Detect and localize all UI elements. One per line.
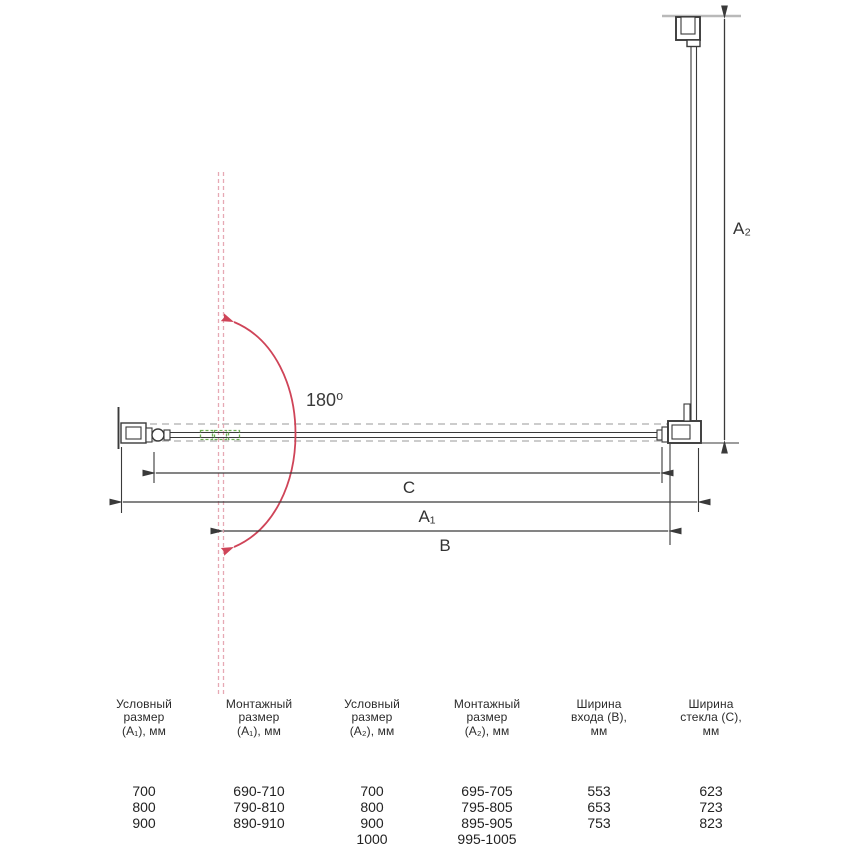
header-line: (A₂), мм (464, 723, 510, 738)
door-panel (168, 433, 657, 438)
header-line: размер (351, 710, 393, 725)
cell: 800 (360, 799, 384, 815)
c-label: C (402, 478, 416, 497)
cell: 790-810 (233, 799, 285, 815)
a2-dimension (702, 19, 751, 443)
door-swing-arc (234, 322, 343, 547)
door-hinge (152, 429, 170, 441)
right-corner-bracket (657, 404, 701, 443)
table-column-a2-nominal (307, 697, 437, 847)
table-column-glass-width (646, 697, 776, 831)
cell: 900 (132, 815, 156, 831)
header-line: размер (238, 710, 280, 725)
column-values (534, 783, 664, 831)
header-line: (A₁), мм (236, 723, 281, 738)
column-values (194, 783, 324, 831)
cell: 795-805 (461, 799, 513, 815)
header-line: Ширина (688, 697, 734, 711)
table-column-a1-mounting (194, 697, 324, 831)
column-header (307, 698, 437, 738)
a1-dimension (123, 502, 697, 526)
cell: 700 (360, 783, 384, 799)
column-values (307, 783, 437, 847)
header-line: Ширина (576, 697, 622, 711)
column-header (422, 698, 552, 738)
table-column-entry-width (534, 697, 664, 831)
cell: 800 (132, 799, 156, 815)
a2-label: A₂ (733, 219, 751, 238)
swing-angle-label: 180⁰ (306, 390, 344, 410)
glass-panel-side (691, 46, 697, 420)
a1-label: A₁ (418, 507, 436, 526)
cell: 1000 (356, 831, 388, 847)
table-column-a2-mounting (422, 697, 552, 847)
cell: 700 (132, 783, 156, 799)
header-line: Условный (344, 697, 400, 711)
wall-axis-dashed (219, 172, 224, 697)
column-header (646, 698, 776, 738)
column-values (422, 783, 552, 847)
c-dimension (156, 473, 660, 497)
column-values (79, 783, 209, 831)
cell: 723 (699, 799, 723, 815)
header-line: (A₁), мм (121, 723, 166, 738)
column-header (79, 698, 209, 738)
cell: 890-910 (233, 815, 285, 831)
header-line: Условный (116, 697, 172, 711)
cell: 995-1005 (457, 831, 517, 847)
hinge-zone-markers (201, 431, 240, 440)
header-line: Монтажный (453, 697, 521, 711)
header-line: Монтажный (225, 697, 293, 711)
ceiling-profile (676, 17, 700, 47)
cell: 895-905 (461, 815, 513, 831)
b-dimension (224, 531, 668, 555)
table-column-a1-nominal (79, 697, 209, 831)
header-line: входа (B), (571, 710, 627, 725)
column-header (534, 698, 664, 738)
header-line: размер (466, 710, 508, 725)
column-header (194, 698, 324, 738)
cell: 753 (587, 815, 611, 831)
cell: 690-710 (233, 783, 285, 799)
header-line: (A₂), мм (349, 723, 395, 738)
column-values (646, 783, 776, 831)
header-line: мм (590, 723, 608, 738)
header-line: размер (123, 710, 165, 725)
cell: 823 (699, 815, 723, 831)
cell: 623 (699, 783, 723, 799)
cell: 900 (360, 815, 384, 831)
cell: 695-705 (461, 783, 513, 799)
cell: 553 (587, 783, 611, 799)
header-line: мм (702, 723, 720, 738)
cell: 653 (587, 799, 611, 815)
b-label: B (439, 536, 451, 555)
wall-profile-left (119, 407, 153, 449)
header-line: стекла (C), (680, 710, 742, 725)
